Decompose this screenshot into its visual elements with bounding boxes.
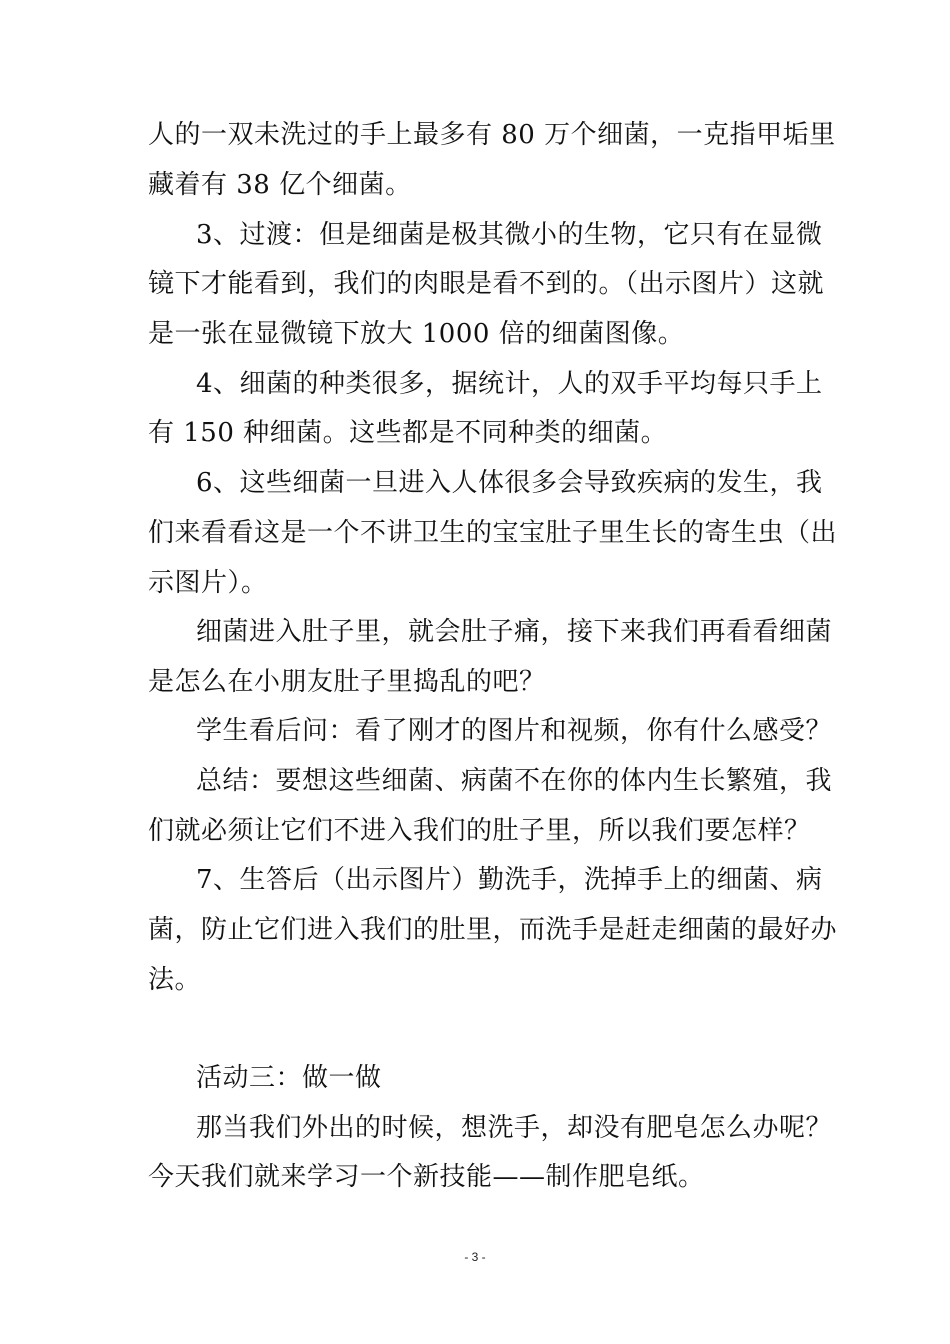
body-text-line: 细菌进入肚子里，就会肚子痛，接下来我们再看看细菌 [196, 617, 833, 647]
body-text-line: 有 150 种细菌。这些都是不同种类的细菌。 [148, 418, 668, 448]
body-text-line: 6、这些细菌一旦进入人体很多会导致疾病的发生，我 [196, 468, 823, 498]
section-heading: 活动三：做一做 [196, 1063, 382, 1093]
body-text-line: 4、细菌的种类很多，据统计，人的双手平均每只手上 [196, 369, 823, 399]
body-text-line: 藏着有 38 亿个细菌。 [148, 170, 412, 200]
body-text-line: 那当我们外出的时候，想洗手，却没有肥皂怎么办呢？ [196, 1113, 833, 1143]
body-text-line: 们就必须让它们不进入我们的肚子里，所以我们要怎样？ [148, 816, 811, 846]
body-text-line: 人的一双未洗过的手上最多有 80 万个细菌，一克指甲垢里 [148, 120, 836, 150]
body-text-line: 3、过渡：但是细菌是极其微小的生物，它只有在显微 [196, 220, 823, 250]
body-text-line: 菌，防止它们进入我们的肚里，而洗手是赶走细菌的最好办 [148, 915, 838, 945]
body-text-line: 学生看后问：看了刚才的图片和视频，你有什么感受？ [196, 716, 833, 746]
body-text-line: 们来看看这是一个不讲卫生的宝宝肚子里生长的寄生虫（出 [148, 518, 838, 548]
body-text-line: 示图片）。 [148, 568, 268, 598]
body-text-line: 镜下才能看到，我们的肉眼是看不到的。（出示图片）这就 [148, 269, 825, 299]
body-text-line: 总结：要想这些细菌、病菌不在你的体内生长繁殖，我 [196, 766, 833, 796]
body-text-line: 是一张在显微镜下放大 1000 倍的细菌图像。 [148, 319, 685, 349]
body-text-line: 今天我们就来学习一个新技能——制作肥皂纸。 [148, 1162, 705, 1192]
page-number: - 3 - [464, 1250, 486, 1264]
body-text-line: 是怎么在小朋友肚子里捣乱的吧？ [148, 667, 546, 697]
body-text-line: 7、生答后（出示图片）勤洗手，洗掉手上的细菌、病 [196, 865, 823, 895]
body-text-line: 法。 [148, 965, 202, 995]
